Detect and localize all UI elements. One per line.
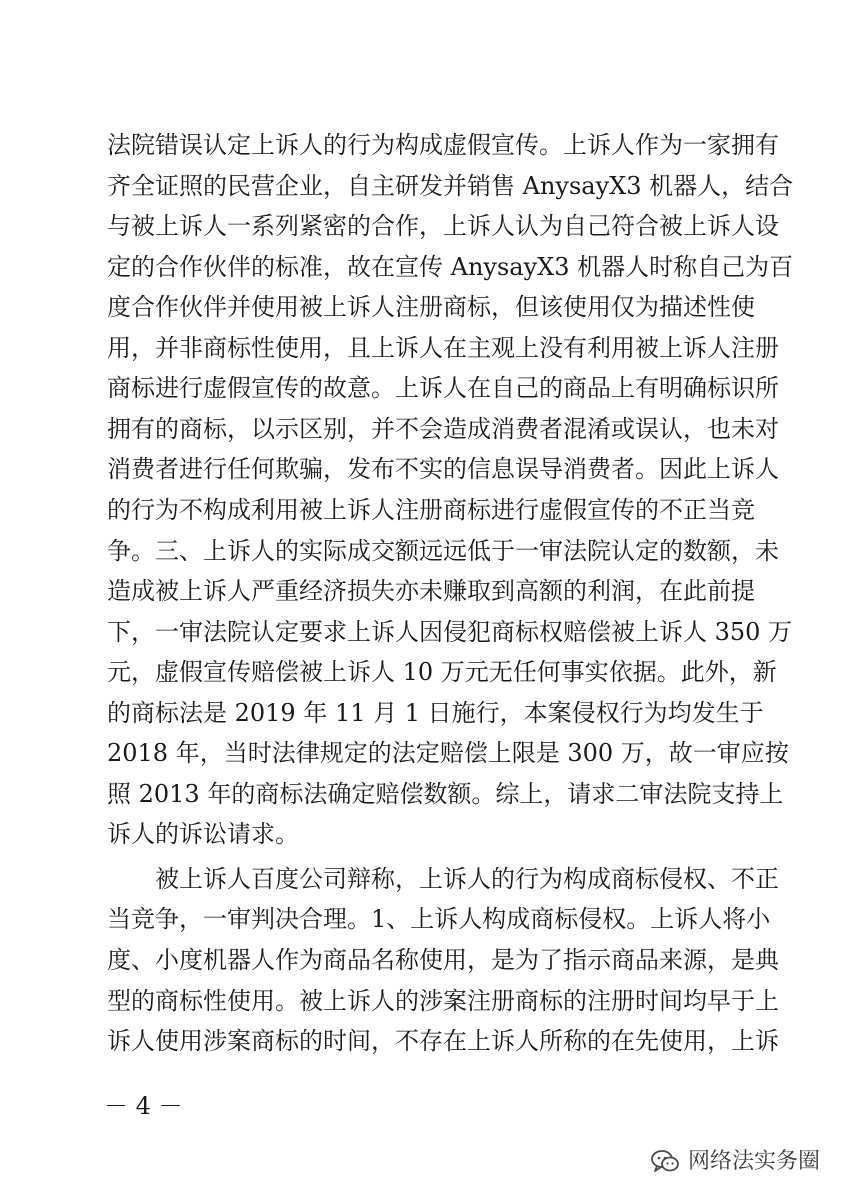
text-line: 争。三、上诉人的实际成交额远远低于一审法院认定的数额，未 xyxy=(107,537,779,565)
text-line: 用，并非商标性使用，且上诉人在主观上没有利用被上诉人注册 xyxy=(107,334,779,362)
text-line: 度、小度机器人作为商品名称使用，是为了指示商品来源，是典 xyxy=(107,946,779,974)
text-line: 诉人使用涉案商标的时间，不存在上诉人所称的在先使用，上诉 xyxy=(107,1027,779,1055)
wechat-icon xyxy=(650,1149,680,1175)
text-line: 当竞争，一审判决合理。1、上诉人构成商标侵权。上诉人将小 xyxy=(107,905,771,933)
text-line: 消费者进行任何欺骗，发布不实的信息误导消费者。因此上诉人 xyxy=(107,455,779,483)
text-line: 与被上诉人一系列紧密的合作，上诉人认为自己符合被上诉人设 xyxy=(107,212,779,240)
text-line: 的行为不构成利用被上诉人注册商标进行虚假宣传的不正当竞 xyxy=(107,496,755,524)
text-line: 下，一审法院认定要求上诉人因侵犯商标权赔偿被上诉人 350 万 xyxy=(107,618,793,646)
text-line: 度合作伙伴并使用被上诉人注册商标，但该使用仅为描述性使 xyxy=(107,293,755,321)
text-line: 齐全证照的民营企业，自主研发并销售 AnysayX3 机器人，结合 xyxy=(107,172,794,200)
watermark xyxy=(650,1144,820,1180)
text-line: 法院错误认定上诉人的行为构成虚假宣传。上诉人作为一家拥有 xyxy=(107,131,779,159)
text-line: 诉人的诉讼请求。 xyxy=(107,820,299,848)
text-line: 定的合作伙伴的标准，故在宣传 AnysayX3 机器人时称自己为百 xyxy=(107,253,794,281)
watermark-text: 网络法实务圈 xyxy=(687,1149,820,1174)
page-number: － 4 － xyxy=(104,1092,183,1120)
text-line: 被上诉人百度公司辩称，上诉人的行为构成商标侵权、不正 xyxy=(155,865,779,893)
text-line: 造成被上诉人严重经济损失亦未赚取到高额的利润，在此前提 xyxy=(107,577,755,605)
text-line: 2018 年，当时法律规定的法定赔偿上限是 300 万，故一审应按 xyxy=(107,739,789,767)
text-line: 元，虚假宣传赔偿被上诉人 10 万元无任何事实依据。此外，新 xyxy=(107,658,777,686)
text-line: 照 2013 年的商标法确定赔偿数额。综上，请求二审法院支持上 xyxy=(107,780,784,808)
text-line: 拥有的商标，以示区别，并不会造成消费者混淆或误认，也未对 xyxy=(107,415,779,443)
text-line: 的商标法是 2019 年 11 月 1 日施行，本案侵权行为均发生于 xyxy=(107,699,764,727)
text-line: 型的商标性使用。被上诉人的涉案注册商标的注册时间均早于上 xyxy=(107,987,779,1015)
text-line: 商标进行虚假宣传的故意。上诉人在自己的商品上有明确标识所 xyxy=(107,374,779,402)
